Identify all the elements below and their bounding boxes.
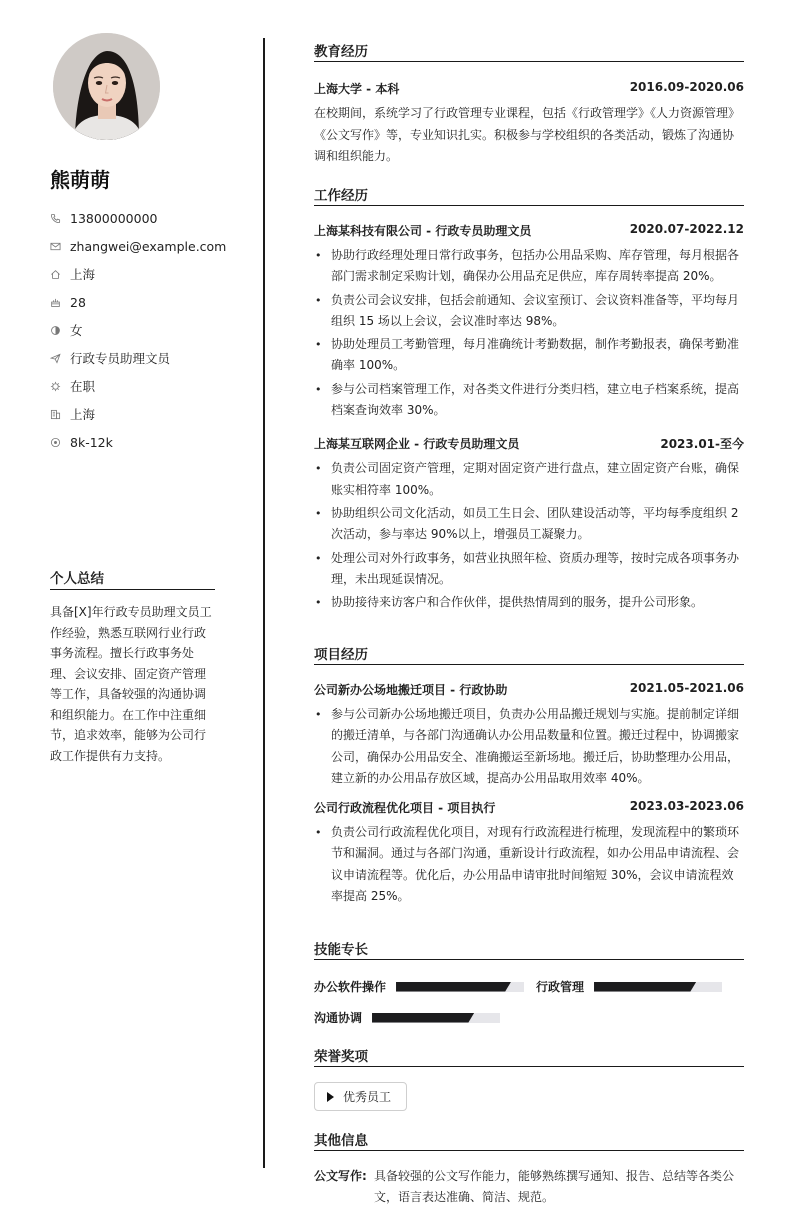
skills-section [314,938,744,1025]
awards-title: 荣誉奖项 [314,1045,744,1067]
home-text: 上海 [70,267,96,282]
status-icon [50,381,70,392]
list-item: • 负责公司固定资产管理，定期对固定资产进行盘点，建立固定资产台账，确保账实相符率 100%。 [314,458,744,501]
skill-name: 行政管理 [536,980,585,994]
skill-bar-fill [396,982,511,992]
work-entry-head [314,222,744,239]
award-label: 优秀员工 [343,1090,392,1104]
project-entry-head [314,681,744,698]
skill-name: 沟通协调 [314,1011,363,1025]
education-title: 教育经历 [314,40,744,62]
skill-item [314,1009,500,1026]
home-icon [50,269,70,280]
info-email [50,232,250,260]
summary-text: 具备[X]年行政专员助理文员工作经验，熟悉互联网行业行政事务流程。擅长行政事务处理、会议安排、固定资产管理等工作，具备较强的沟通协调和组织能力。在工作中注重细节，追求效率，能够为公司行政工作提供有力支持。 [50,605,212,763]
status-text: 在职 [70,379,96,394]
email-text: zhangwei@example.com [70,238,227,254]
avatar [53,33,160,140]
work-title: 工作经历 [314,184,744,206]
info-age [50,288,250,316]
list-item: • 负责公司会议安排，包括会前通知、会议室预订、会议资料准备等，平均每月组织 15 场以上会议，会议准时率达 98%。 [314,290,744,333]
age-text: 28 [70,294,86,310]
list-item: • 协助处理员工考勤管理，每月准确统计考勤数据，制作考勤报表，确保考勤准确率 100%。 [314,334,744,377]
project-entry-head [314,799,744,816]
project-name: 公司新办公场地搬迁项目 - 行政协助 [314,683,508,697]
list-item: • 协助组织公司文化活动，如员工生日会、团队建设活动等，平均每季度组织 2 次活动，参与率达 90%以上，增强员工凝聚力。 [314,503,744,546]
education-org: 上海大学 - 本科 [314,82,400,96]
target-job-text: 行政专员助理文员 [70,351,171,366]
list-item: • 参与公司档案管理工作，对各类文件进行分类归档，建立电子档案系统，提高档案查询效率 30%。 [314,379,744,422]
summary-title: 个人总结 [50,567,215,590]
info-status [50,372,250,400]
skills-title: 技能专长 [314,938,744,960]
info-target-job [50,344,250,372]
info-salary [50,428,250,456]
work-section [314,184,744,615]
contact-info-list [50,204,250,456]
work-date: 2020.07-2022.12 [629,222,744,236]
projects-title: 项目经历 [314,643,744,665]
education-section [314,40,744,168]
work-date: 2023.01-至今 [660,437,744,452]
award-tag [314,1082,407,1111]
other-value: 具备较强的公文写作能力，能够熟练撰写通知、报告、总结等各类公文，语言表达准确、简洁、规范。 [374,1169,735,1204]
salary-icon [50,437,70,448]
other-key: 公文写作: [314,1169,367,1183]
info-city [50,400,250,428]
candidate-name: 熊萌萌 [50,168,110,192]
education-desc: 在校期间，系统学习了行政管理专业课程，包括《行政管理学》《人力资源管理》《公文写作》等，专业知识扎实。积极参与学校组织的各类活动，锻炼了沟通协调和组织能力。 [314,106,741,163]
skill-name: 办公软件操作 [314,980,387,994]
work-entry-head [314,435,744,452]
info-home [50,260,250,288]
project-date: 2023.03-2023.06 [629,799,744,814]
skill-bar-fill [594,982,696,992]
education-date: 2016.09-2020.06 [629,80,744,94]
info-gender [50,316,250,344]
project-bullets [314,822,744,907]
list-item: • 负责公司行政流程优化项目，对现有行政流程进行梳理，发现流程中的繁琐环节和漏洞。通过与各部门沟通，重新设计行政流程，如办公用品申请流程、会议申请流程等。优化后，办公用品申请审批时间缩短 30%，会议申请流程效率提高 25%。 [314,822,744,907]
awards-list [314,1082,744,1111]
work-org: 上海某互联网企业 - 行政专员助理文员 [314,437,520,452]
work-org: 上海某科技有限公司 - 行政专员助理文员 [314,224,532,238]
work-bullets [314,458,744,613]
avatar-portrait [53,33,160,140]
cake-icon [50,297,70,308]
phone-icon [50,213,70,224]
gender-icon [50,325,70,336]
projects-section [314,643,744,909]
list-item: • 协助接待来访客户和合作伙伴，提供热情周到的服务，提升公司形象。 [314,592,744,613]
other-section [314,1129,744,1206]
mail-icon [50,241,70,252]
project-name: 公司行政流程优化项目 - 项目执行 [314,801,496,816]
skill-bar-fill [372,1013,474,1023]
skill-item [536,978,722,995]
list-item: • 处理公司对外行政事务，如营业执照年检、资质办理等，按时完成各项事务办理，未出现延误情况。 [314,548,744,591]
work-bullets [314,245,744,421]
skill-bar [372,1013,500,1023]
left-column [0,0,264,1206]
list-item: • 参与公司新办公场地搬迁项目，负责办公用品搬迁规划与实施。提前制定详细的搬迁清单，与各部门沟通确认办公用品数量和位置。搬迁过程中，协调搬家公司，确保办公用品安全、准确搬运至新场地。搬迁后，协助整理办公用品，建立新的办公用品存放区域，提高办公用品取用效率 40%。 [314,704,744,789]
phone-text: 13800000000 [70,210,158,226]
skill-bar [594,982,722,992]
city-text: 上海 [70,407,96,422]
skill-item [314,978,524,995]
building-icon [50,409,70,420]
list-item: • 协助行政经理处理日常行政事务，包括办公用品采购、库存管理，每月根据各部门需求制定采购计划，确保办公用品充足供应，库存周转率提高 20%。 [314,245,744,288]
column-divider [263,38,265,1168]
skill-bar [396,982,524,992]
send-icon [50,353,70,364]
skills-list [314,960,744,1025]
salary-text: 8k-12k [70,434,113,450]
education-entry-head [314,80,744,97]
project-bullets [314,704,744,789]
gender-text: 女 [70,323,83,338]
other-title: 其他信息 [314,1129,744,1151]
awards-section [314,1045,744,1111]
project-date: 2021.05-2021.06 [629,681,744,695]
other-row [314,1166,744,1206]
info-phone [50,204,250,232]
triangle-icon [327,1092,334,1102]
